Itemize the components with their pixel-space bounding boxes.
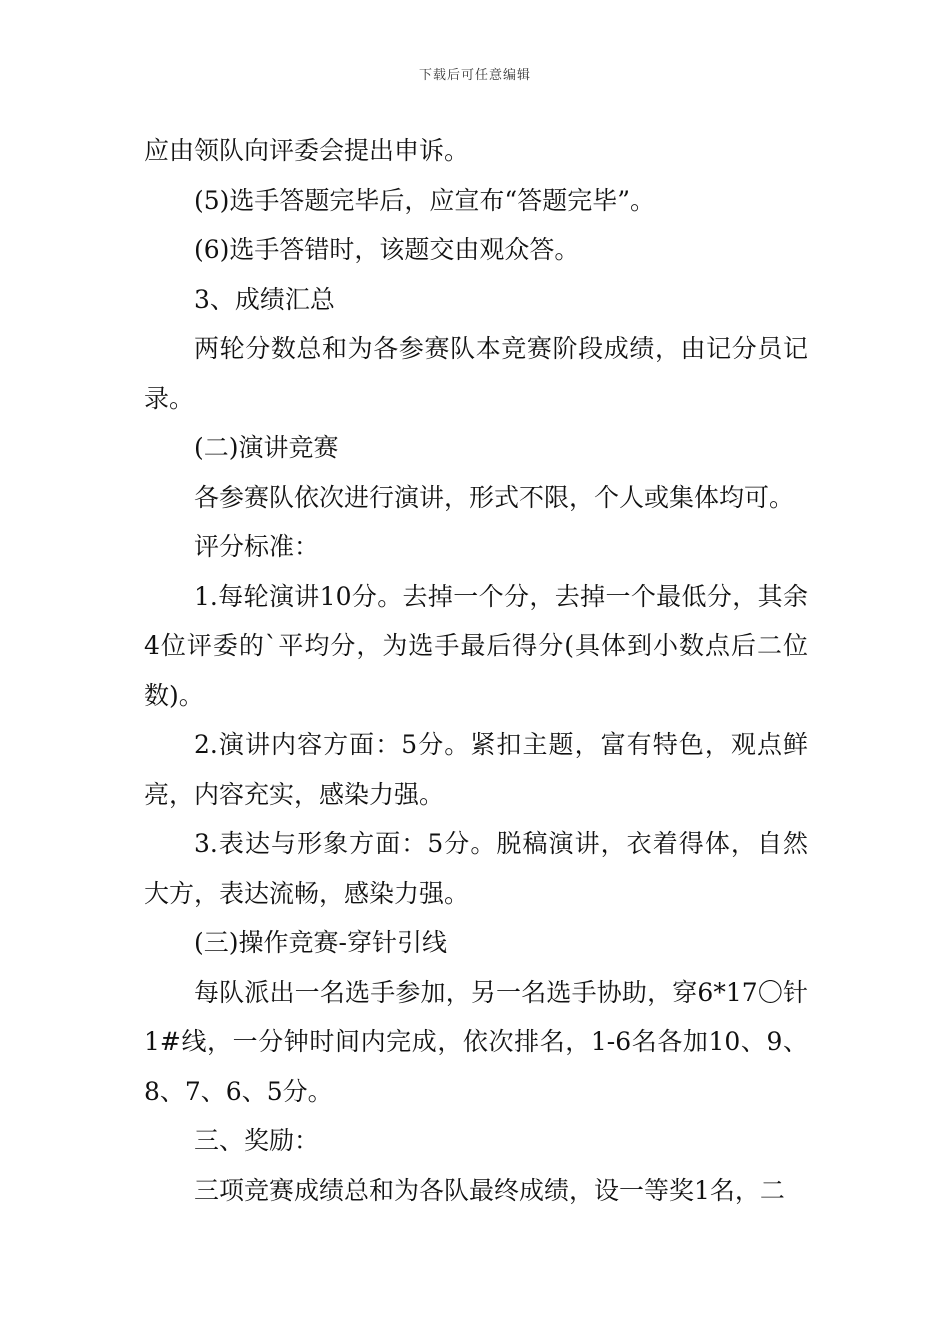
paragraph: 各参赛队依次进行演讲，形式不限，个人或集体均可。: [194, 482, 795, 512]
paragraph: 3.表达与形象方面：5分。脱稿演讲，衣着得体，自然大方，表达流畅，感染力强。: [144, 829, 808, 908]
paragraph: 2.演讲内容方面：5分。紧扣主题，富有特色，观点鲜亮，内容充实，感染力强。: [144, 730, 808, 809]
section-heading: 三、奖励：: [194, 1126, 320, 1155]
paragraph: 应由领队向评委会提出申诉。: [144, 136, 470, 165]
document-body: [144, 126, 808, 1215]
paragraph: 每队派出一名选手参加，另一名选手协助，穿6*17〇针 1#线，一分钟时间内完成，依次排名，1-6名各加10、9、8、7、6、5分。: [144, 977, 808, 1106]
page-header-note: 下载后可任意编辑: [418, 68, 531, 83]
paragraph: 1.每轮演讲10分。去掉一个分，去掉一个最低分，其余4位评委的`平均分，为选手最后得分(具体到小数点后二位数)。: [144, 581, 808, 710]
paragraph: (6)选手答错时，该题交由观众答。: [194, 235, 580, 264]
section-heading: (二)演讲竞赛: [194, 433, 339, 462]
section-heading: (三)操作竞赛-穿针引线: [194, 928, 447, 957]
paragraph: 评分标准：: [194, 532, 320, 561]
paragraph: 两轮分数总和为各参赛队本竞赛阶段成绩，由记分员记录。: [144, 334, 808, 413]
section-heading: 3、成绩汇总: [194, 284, 335, 314]
paragraph: (5)选手答题完毕后，应宣布“答题完毕”。: [194, 185, 655, 215]
paragraph: 三项竞赛成绩总和为各队最终成绩，设一等奖1名，二: [194, 1175, 785, 1205]
